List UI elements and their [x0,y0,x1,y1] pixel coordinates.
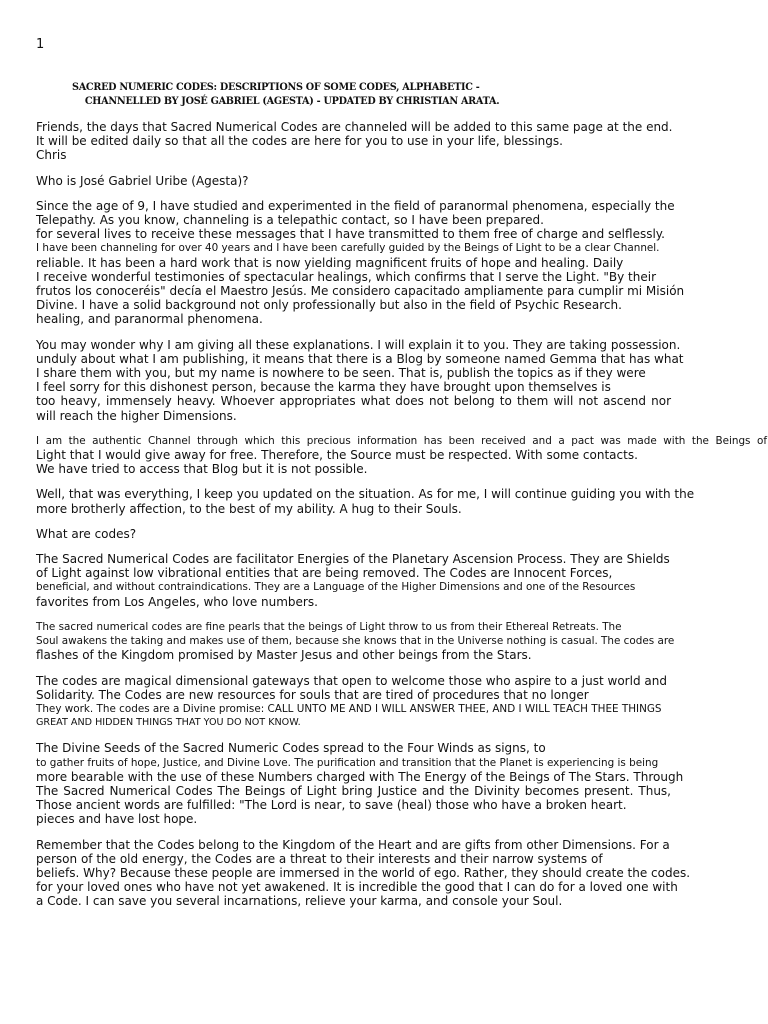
text-line: Those ancient words are fulfilled: "The Lord is near, to save (heal) those who have a broken heart. [36,798,627,813]
text-line: They work. The codes are a Divine promise: CALL UNTO ME AND I WILL ANSWER THEE, AND I WILL TEACH THEE THINGS [36,702,662,715]
text-line: You may wonder why I am giving all these explanations. I will explain it to you. They are taking possession. [36,337,681,352]
paragraph [36,552,736,609]
text-line: beneficial, and without contraindications. They are a Language of the Higher Dimensions and one of the Resources [36,581,636,594]
text-line: The sacred numerical codes are fine pearls that the beings of Light throw to us from their Ethereal Retreats. The [36,620,622,633]
text-line: I feel sorry for this dishonest person, because the karma they have brought upon themselves is [36,380,611,395]
text-line: The codes are magical dimensional gateways that open to welcome those who aspire to a just world and [36,673,667,688]
text-line: healing, and paranormal phenomena. [36,312,263,327]
paragraph [36,120,736,163]
text-line: for your loved ones who have not yet awakened. It is incredible the good that I can do for a loved one with [36,880,678,895]
paragraph [36,674,736,731]
text-line: Well, that was everything, I keep you updated on the situation. As for me, I will continue guiding you with the [36,487,695,502]
text-line: What are codes? [36,526,137,541]
text-line: person of the old energy, the Codes are a threat to their interests and their narrow systems of [36,851,603,866]
text-line: of Light against low vibrational entities that are being removed. The Codes are Innocent Forces, [36,566,613,581]
text-line: I am the authentic Channel through which this precious information has been received and a pact was made with the Beings of [36,434,767,447]
title-line-1: SACRED NUMERIC CODES: DESCRIPTIONS OF SOME CODES, ALPHABETIC - [72,81,480,93]
text-line: GREAT AND HIDDEN THINGS THAT YOU DO NOT KNOW. [36,717,301,729]
text-line: The Sacred Numerical Codes are facilitator Energies of the Planetary Ascension Process. They are Shields [36,552,670,567]
text-line: I have been channeling for over 40 years and I have been carefully guided by the Beings of Light to be a clear Channel. [36,242,660,255]
page-number: 1 [36,37,45,52]
text-line: Solidarity. The Codes are new resources for souls that are tired of procedures that no longer [36,687,589,702]
paragraph [36,487,736,515]
text-line: Light that I would give away for free. Therefore, the Source must be respected. With some contacts. [36,448,638,463]
text-line: beliefs. Why? Because these people are immersed in the world of ego. Rather, they should create the codes. [36,865,691,880]
paragraph [36,174,736,188]
text-line: Chris [36,148,67,163]
paragraph [36,838,736,909]
text-line: flashes of the Kingdom promised by Master Jesus and other beings from the Stars. [36,648,532,663]
text-line: pieces and have lost hope. [36,812,198,827]
title-line-2: CHANNELLED BY JOSÉ GABRIEL (AGESTA) - UPDATED BY CHRISTIAN ARATA. [84,95,500,107]
text-line: favorites from Los Angeles, who love numbers. [36,594,318,609]
text-line: The Divine Seeds of the Sacred Numeric Codes spread to the Four Winds as signs, to [36,741,546,756]
text-line: more bearable with the use of these Numbers charged with The Energy of the Beings of The Stars. Through [36,769,684,784]
text-line: too heavy, immensely heavy. Whoever appropriates what does not belong to them will not ascend nor [36,394,671,409]
paragraph [36,199,736,327]
text-line: It will be edited daily so that all the codes are here for you to use in your life, blessings. [36,134,563,149]
text-line: We have tried to access that Blog but it is not possible. [36,462,368,477]
text-line: Remember that the Codes belong to the Kingdom of the Heart and are gifts from other Dimensions. For a [36,837,670,852]
paragraph [36,620,736,663]
document-title [72,80,532,108]
text-line: frutos los conoceréis" decía el Maestro Jesús. Me considero capacitado ampliamente para cumplir mi Misión [36,284,685,299]
text-line: The Sacred Numerical Codes The Beings of Light bring Justice and the Divinity becomes present. Thus, [36,783,671,798]
text-line: reliable. It has been a hard work that is now yielding magnificent fruits of hope and healing. Daily [36,255,624,270]
text-line: Telepathy. As you know, channeling is a telepathic contact, so I have been prepared. [36,213,544,228]
paragraph [36,434,767,477]
text-line: I share them with you, but my name is nowhere to be seen. That is, publish the topics as if they were [36,366,646,381]
text-line: more brotherly affection, to the best of my ability. A hug to their Souls. [36,501,462,516]
document-body [36,120,767,920]
paragraph [36,741,736,826]
text-line: for several lives to receive these messages that I have transmitted to them free of charge and selflessly. [36,227,665,242]
text-line: Soul awakens the taking and makes use of them, because she knows that in the Universe nothing is casual. The codes are [36,635,675,648]
paragraph [36,338,736,423]
text-line: Friends, the days that Sacred Numerical Codes are channeled will be added to this same page at the end. [36,120,673,134]
text-line: will reach the higher Dimensions. [36,408,237,423]
text-line: Divine. I have a solid background not only professionally but also in the field of Psychic Research. [36,298,622,313]
paragraph [36,527,736,541]
text-line: a Code. I can save you several incarnations, relieve your karma, and console your Soul. [36,894,563,909]
text-line: unduly about what I am publishing, it means that there is a Blog by someone named Gemma that has what [36,351,684,366]
text-line: Who is José Gabriel Uribe (Agesta)? [36,173,249,188]
text-line: I receive wonderful testimonies of spectacular healings, which confirms that I serve the Light. "By their [36,269,657,284]
text-line: Since the age of 9, I have studied and experimented in the field of paranormal phenomena, especially the [36,198,675,213]
text-line: to gather fruits of hope, Justice, and Divine Love. The purification and transition that the Planet is experiencing is being [36,756,659,769]
